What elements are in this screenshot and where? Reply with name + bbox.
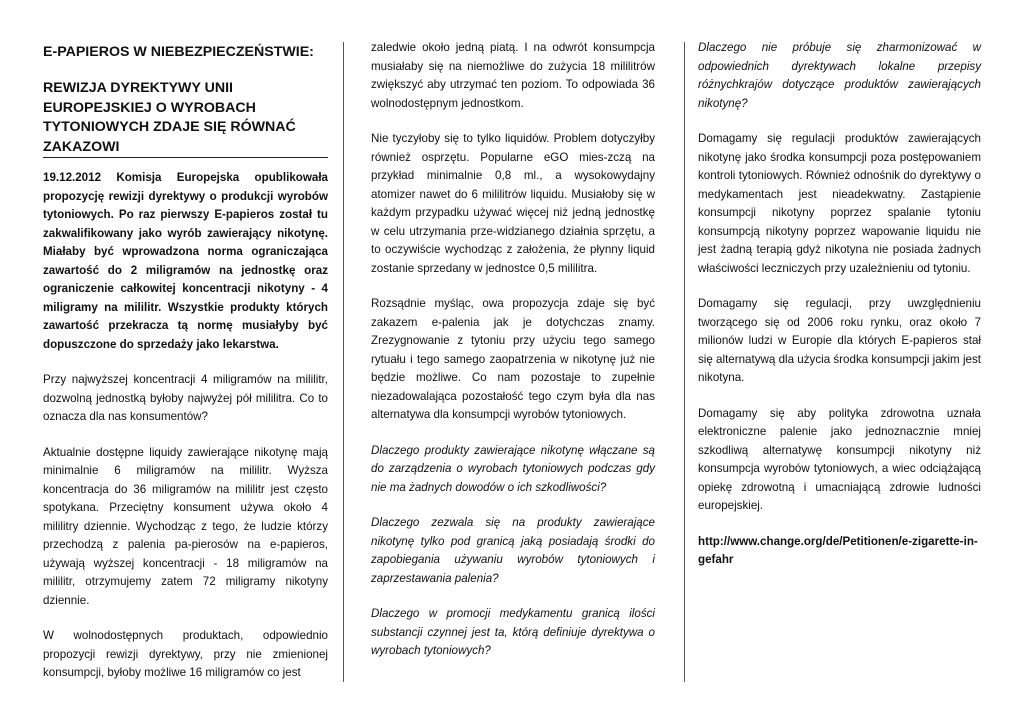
paragraph: Domagamy się aby polityka zdrowotna uznała elektroniczne palenie jako jednoznacznie mniej szkodliwą alternatywę konsumpcji nikotyny niż konsumpcja wyrobów tytoniowych, a wiec odciążającą opiekę zdrowotną i umacniającą zdrowie ludności europejskiej.	[698, 406, 981, 512]
column-divider-right	[684, 42, 685, 682]
paragraph: W wolnodostępnych produktach, odpowiednio propozycji rewizji dyrektywy, przy nie zmienionej konsumpcji, byłoby możliwe 16 miligramów co jest	[43, 629, 328, 679]
paragraph: zaledwie około jedną piatą. I na odwrót konsumpcja musiałaby się na niemożliwe do zużycia 18 mililitrów zwiększyć aby utrzymać ten poziom. To odpowiada 36 wolnodostępnym jednostkom.	[371, 41, 655, 110]
column-2	[371, 42, 655, 661]
paragraph: Aktualnie dostępne liquidy zawierające nikotynę mają minimalnie 6 miligramów na mililitr. Wyższa koncentracja do 36 miligramów na mililitr jest często spotykana. Przeciętny konsument używa około 4 mililitry dziennie. Wychodząc z tego, że ludzie którzy przechodzą z palenia pa-pierosów na e-papieros, używają wyższej koncentracji - 18 miligramów na mililitr, otrzymujemy zatem 72 miligramy nikotyny dziennie.	[43, 445, 328, 607]
paragraph: Przy najwyższej koncentracji 4 miligramów na mililitr, dozwolną jednostką byłoby najwyżej pół mililitra. Co to oznacza dla nas konsumentów?	[43, 373, 328, 423]
question-paragraph: Dlaczego zezwala się na produkty zawierające nikotynę tylko pod granicą jaką posiadają środki do zapobiegania używaniu wyrobów tytoniowych i zaprzestawania palenia?	[371, 516, 655, 585]
paragraph: Domagamy się regulacji, przy uwzględnieniu tworzącego się od 2006 roku rynku, oraz około 7 milionów ludzi w Europie dla których E-papieros stał się alternatywą dla użycia środka konsumpcji jakim jest nikotyna.	[698, 297, 981, 384]
paragraph: Nie tyczyłoby się to tylko liquidów. Problem dotyczyłby również osprzętu. Popularne eGO mies-zczą na przykład minimalnie 0,8 ml., a wysokowydajny atomizer nawet do 6 mililitrów liquidu. Musiałoby się w każdym przypadku używać więcej niż jedną jednostkę w celu utrzymania prze-widzianego działnia sprzętu, a to oczywiście wychodząc z założenia, że płynny liquid zostanie sprzedany w jednostce 0,5 mililitra.	[371, 132, 655, 275]
document-title: E-PAPIEROS W NIEBEZPIECZEŃSTWIE:	[43, 44, 314, 60]
lead-paragraph: 19.12.2012 Komisja Europejska opublikowała propozycję rewizji dyrektywy o produkcji wyrobów tytoniowych. Po raz pierwszy E-papieros został tu zakwalifikowany jako wyrób zawierający nikotynę. Miałaby być wprowadzona norma ograniczająca zawartość do 2 miligramów na jednostkę oraz ograniczenie całkowitej koncentracji nikotyny - 4 miligramy na mililitr. Wszystkie produkty których zawartość przekracza tą normę musiałyby być dopuszczone do sprzedaży jako lekarstwa.	[43, 171, 328, 351]
paragraph: Rozsądnie myśląc, owa propozycja zdaje się być zakazem e-palenia jak je dotychczas znamy. Zrezygnowanie z tytoniu przy użyciu tego samego rytuału i tego samego zaopatrzenia w nikotynę już nie będzie możliwe. Co nam pozostaje to zupełnie niezadowalająca pozostałość tego czym była dla nas alternatywa dla konsumpcji wyrobów tytoniowych.	[371, 297, 655, 421]
column-1	[43, 42, 328, 683]
petition-link[interactable]: http://www.change.org/de/Petitionen/e-zigarette-in-gefahr	[698, 534, 978, 566]
question-paragraph: Dlaczego produkty zawierające nikotynę włączane są do zarządzenia o wyrobach tytoniowych podczas gdy nie ma żadnych dowodów o ich szkodliwości?	[371, 443, 655, 494]
column-3	[698, 42, 981, 570]
question-paragraph: Dlaczego w promocji medykamentu granicą ilości substancji czynnej jest ta, którą definiuje dyrektywa o wyrobach tytoniowych?	[371, 607, 655, 657]
document-subtitle: REWIZJA DYREKTYWY UNII EUROPEJSKIEJ O WYROBACH TYTONIOWYCH ZDAJE SIĘ RÓWNAĆ ZAKAZOWI	[43, 79, 328, 158]
paragraph: Domagamy się regulacji produktów zawierających nikotynę jako środka konsumpcji poza postępowaniem kontroli tytoniowych. Również odnośnik do dyrektywy o medykamentach jest nieadekwatny. Zastąpienie konsumpcji nikotyny poprzez spalanie tytoniu konsumpcją nikotyny poprzez wapowanie liquidu nie jest żadną terapią gdyż nikotyna nie posiada żadnych właściwości leczniczych przy uzależnieniu od tytoniu.	[698, 132, 981, 275]
question-paragraph: Dlaczego nie próbuje się zharmonizować w odpowiednich dyrektywach lokalne przepisy różnychkrajów dotyczące produktów zawierających nikotynę?	[698, 41, 981, 110]
column-divider-left	[343, 42, 344, 682]
